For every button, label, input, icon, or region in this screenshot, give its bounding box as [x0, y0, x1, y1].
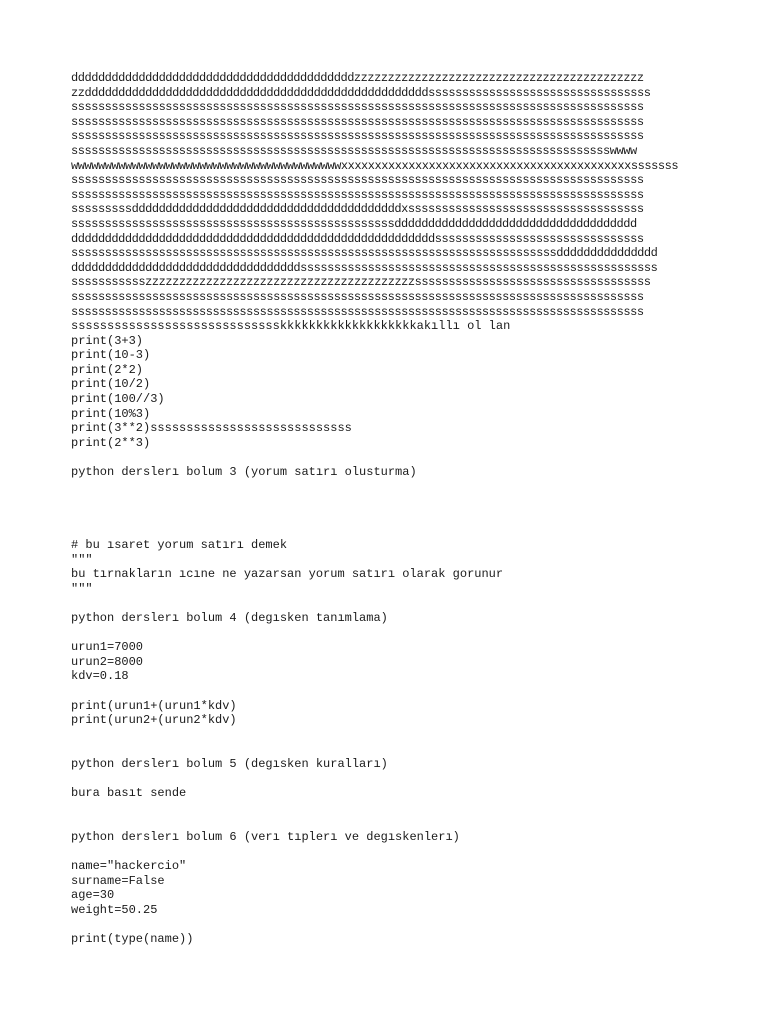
text-line: print(urun1+(urun1*kdv): [71, 698, 237, 713]
blank-line: [71, 742, 711, 757]
section-heading: python derslerı bolum 6 (verı tıplerı ve degıskenlerı): [71, 829, 460, 844]
blank-line: [71, 596, 711, 611]
text-line: urun1=7000: [71, 640, 144, 655]
text-line: wwwwwwwwwwwwwwwwwwwwwwwwwwwwwwwwwwwwwwwwxxxxxxxxxxxxxxxxxxxxxxxxxxxxxxxxxxxxxxxxxxxsssssss: [71, 158, 679, 173]
text-line: sssssssssssssssssssssssssssssssssssssssssssssssssssssssssssssssssssssssssssssssssssss: [71, 304, 644, 319]
text-line: """: [71, 552, 93, 567]
text-line: sssssssssssssssssssssssssssssssssssssssssssssssssssssssssssssssssssssssssssssssssssss: [71, 129, 644, 144]
blank-line: [71, 815, 711, 830]
text-line: print(2*2): [71, 362, 144, 377]
blank-line: [71, 684, 711, 699]
text-line: urun2=8000: [71, 654, 144, 669]
text-line: weight=50.25: [71, 902, 158, 917]
text-line: ssssssssssssssssssssssssssssssssssssssssssssssssdddddddddddddddddddddddddddddddddddd: [71, 216, 637, 231]
text-line: bura basıt sende: [71, 786, 187, 801]
text-line: ddddddddddddddddddddddddddddddddddsssssssssssssssssssssssssssssssssssssssssssssssssssss: [71, 260, 658, 275]
blank-line: [71, 844, 711, 859]
section-heading: python derslerı bolum 3 (yorum satırı olusturma): [71, 465, 417, 480]
text-line: name="hackercio": [71, 859, 187, 874]
blank-line: [71, 509, 711, 524]
text-line: print(type(name)): [71, 932, 194, 947]
text-line: sssssssssssssssssssssssssssssssssssssssssssssssssssssssssssssssssssssssssssssssssssss: [71, 100, 644, 115]
blank-line: [71, 450, 711, 465]
text-line: ddddddddddddddddddddddddddddddddddddddddddddddddddddddsssssssssssssssssssssssssssssss: [71, 231, 644, 246]
text-line: print(10-3): [71, 348, 151, 363]
text-line: print(10/2): [71, 377, 151, 392]
blank-line: [71, 626, 711, 641]
text-line: print(2**3): [71, 435, 151, 450]
blank-line: [71, 728, 711, 743]
text-line: print(urun2+(urun2*kdv): [71, 713, 237, 728]
section-heading: python derslerı bolum 5 (degısken kuralları): [71, 756, 388, 771]
blank-line: [71, 523, 711, 538]
blank-line: [71, 480, 711, 495]
text-line: sssssssssssssssssssssssssssssssssssssssssssssssssssssssssssssssssssssssssssssssssssss: [71, 114, 644, 129]
blank-line: [71, 801, 711, 816]
text-line: bu tırnakların ıcıne ne yazarsan yorum satırı olarak gorunur: [71, 567, 504, 582]
text-line: surname=False: [71, 873, 165, 888]
text-line: ssssssssssssssssssssssssssssssssssssssssssssssssssssssssssssssssssssssssddddddddddddddd: [71, 246, 658, 261]
text-line: zzdddddddddddddddddddddddddddddddddddddddddddddddddddsssssssssssssssssssssssssssssssss: [71, 85, 651, 100]
text-line: """: [71, 581, 93, 596]
text-line: # bu ısaret yorum satırı demek: [71, 538, 288, 552]
document-body: [71, 71, 711, 947]
blank-line: [71, 917, 711, 932]
text-line: print(100//3): [71, 392, 165, 407]
text-line: sssssssssddddddddddddddddddddddddddddddddddddddddxsssssssssssssssssssssssssssssssssss: [71, 202, 644, 217]
text-line: print(3+3): [71, 333, 144, 348]
text-line: ssssssssssszzzzzzzzzzzzzzzzzzzzzzzzzzzzzzzzzzzzzzzzsssssssssssssssssssssssssssssssssss: [71, 275, 651, 290]
text-line: sssssssssssssssssssssssssssssssssssssssssssssssssssssssssssssssssssssssssssssssswwww: [71, 143, 637, 158]
text-line: kdv=0.18: [71, 669, 129, 684]
text-line: print(3**2)ssssssssssssssssssssssssssss: [71, 421, 352, 436]
section-heading: python derslerı bolum 4 (degısken tanımlama): [71, 610, 388, 625]
text-line: ddddddddddddddddddddddddddddddddddddddddddzzzzzzzzzzzzzzzzzzzzzzzzzzzzzzzzzzzzzzzzzzz: [71, 71, 644, 85]
text-line: ssssssssssssssssssssssssssssskkkkkkkkkkkkkkkkkkkakıllı ol lan: [71, 319, 511, 334]
text-line: sssssssssssssssssssssssssssssssssssssssssssssssssssssssssssssssssssssssssssssssssssss: [71, 289, 644, 304]
text-line: sssssssssssssssssssssssssssssssssssssssssssssssssssssssssssssssssssssssssssssssssssss: [71, 173, 644, 188]
blank-line: [71, 772, 711, 787]
blank-line: [71, 494, 711, 509]
text-line: sssssssssssssssssssssssssssssssssssssssssssssssssssssssssssssssssssssssssssssssssssss: [71, 187, 644, 202]
text-line: age=30: [71, 888, 115, 903]
text-line: print(10%3): [71, 406, 151, 421]
